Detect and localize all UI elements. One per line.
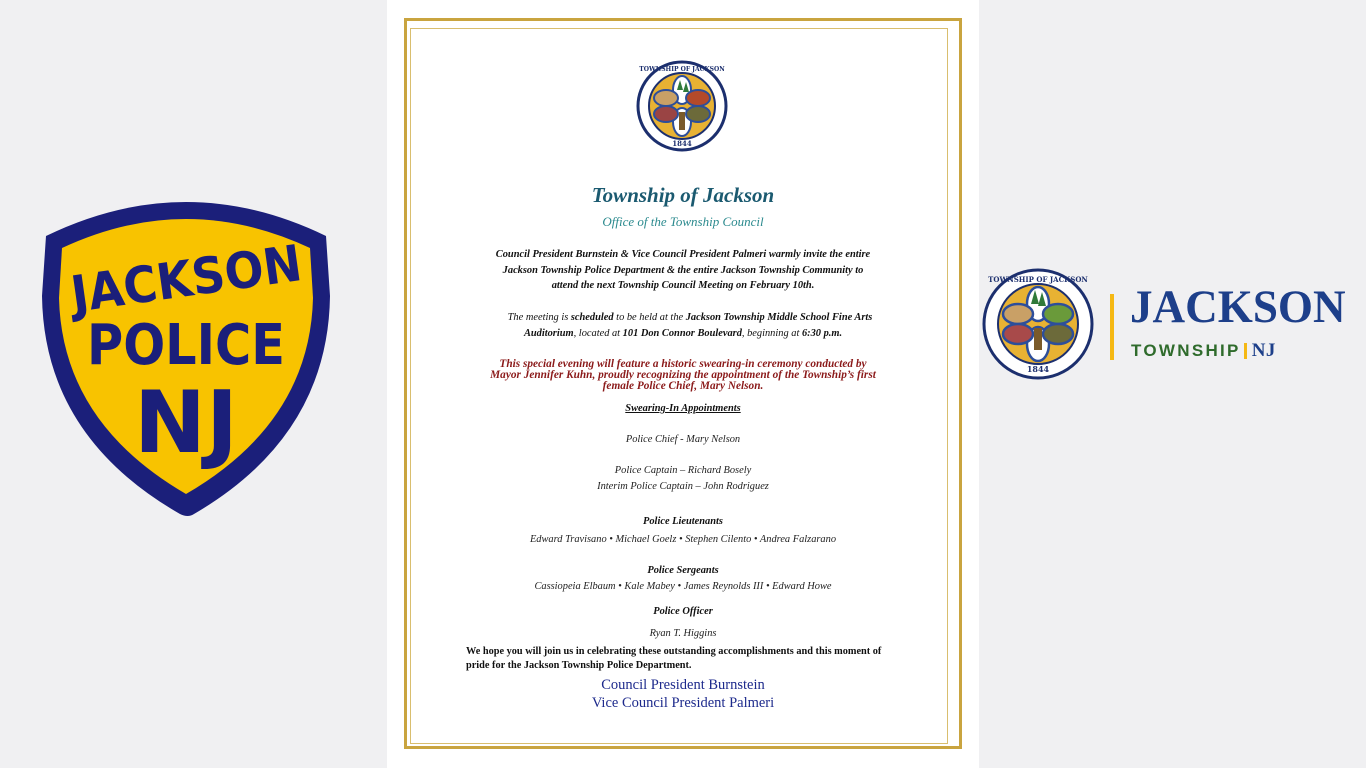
svg-text:1844: 1844 <box>1026 364 1050 374</box>
badge-line3: NJ <box>134 373 238 473</box>
jackson-police-badge <box>38 186 334 516</box>
township-seal-icon <box>627 54 737 164</box>
township-seal-icon <box>982 268 1094 380</box>
closing-line: pride for the Jackson Township Police Department. <box>466 660 692 671</box>
invitation-paragraph <box>387 247 979 294</box>
invitation-line: attend the next Township Council Meeting on February 10th. <box>551 280 815 291</box>
invitation-line: Jackson Township Police Department & the entire Jackson Township Community to <box>502 264 864 276</box>
closing-line: We hope you will join us in celebrating these outstanding accomplishments and this moment of <box>466 646 882 657</box>
signatures <box>387 676 979 712</box>
invitation-document <box>387 0 979 768</box>
logo-divider <box>1110 294 1114 360</box>
sergeants-heading: Police Sergeants <box>647 565 719 576</box>
officer-entry: Ryan T. Higgins <box>649 628 717 639</box>
appointments-heading: Swearing-In Appointments <box>625 403 741 414</box>
meeting-line-1: The meeting is scheduled to be held at the Jackson Township Middle School Fine Arts <box>507 312 873 323</box>
logo-wordmark: JACKSON <box>1130 281 1346 333</box>
logo-nj-text: NJ <box>1251 340 1276 361</box>
special-announcement <box>387 359 979 392</box>
svg-text:1844: 1844 <box>672 139 692 148</box>
logo-sub-divider <box>1244 343 1247 359</box>
lieutenants-list: Edward Travisano • Michael Goelz • Stephen Cilento • Andrea Falzarano <box>529 534 837 545</box>
meeting-details-paragraph <box>387 310 979 341</box>
interim-captain-entry: Interim Police Captain – John Rodriguez <box>597 481 769 492</box>
jackson-township-logo <box>982 268 1354 380</box>
badge-line2: POLICE <box>87 313 285 378</box>
signature-vice-president: Vice Council President Palmeri <box>591 695 775 711</box>
police-captain-entry: Police Captain – Richard Bosely <box>614 465 752 476</box>
announcement-line: This special evening will feature a historic swearing-in ceremony conducted by <box>499 358 867 370</box>
document-title: Township of Jackson <box>591 183 775 207</box>
police-chief-entry: Police Chief - Mary Nelson <box>625 434 741 445</box>
svg-text:TOWNSHIP OF JACKSON: TOWNSHIP OF JACKSON <box>988 275 1088 284</box>
logo-township-text: TOWNSHIP <box>1131 341 1241 360</box>
lieutenants-heading: Police Lieutenants <box>643 516 723 527</box>
logo-subline <box>1131 341 1276 360</box>
invitation-line: Council President Burnstein & Vice Council President Palmeri warmly invite the entire <box>495 249 871 260</box>
announcement-line: Mayor Jennifer Kuhn, proudly recognizing the appointment of the Township’s first <box>490 369 876 381</box>
signature-council-president: Council President Burnstein <box>601 677 765 693</box>
meeting-line-2: Auditorium, located at 101 Don Connor Boulevard, beginning at 6:30 p.m. <box>523 327 843 339</box>
announcement-line: female Police Chief, Mary Nelson. <box>602 380 764 392</box>
closing-paragraph <box>466 645 881 673</box>
svg-text:TOWNSHIP OF JACKSON: TOWNSHIP OF JACKSON <box>639 66 725 73</box>
sergeants-list: Cassiopeia Elbaum • Kale Mabey • James Reynolds III • Edward Howe <box>534 581 832 592</box>
officer-heading: Police Officer <box>653 606 713 617</box>
police-shoulder-patch-icon <box>38 186 334 516</box>
badge-line1: JACKSON <box>67 231 327 324</box>
document-subtitle: Office of the Township Council <box>602 214 764 229</box>
